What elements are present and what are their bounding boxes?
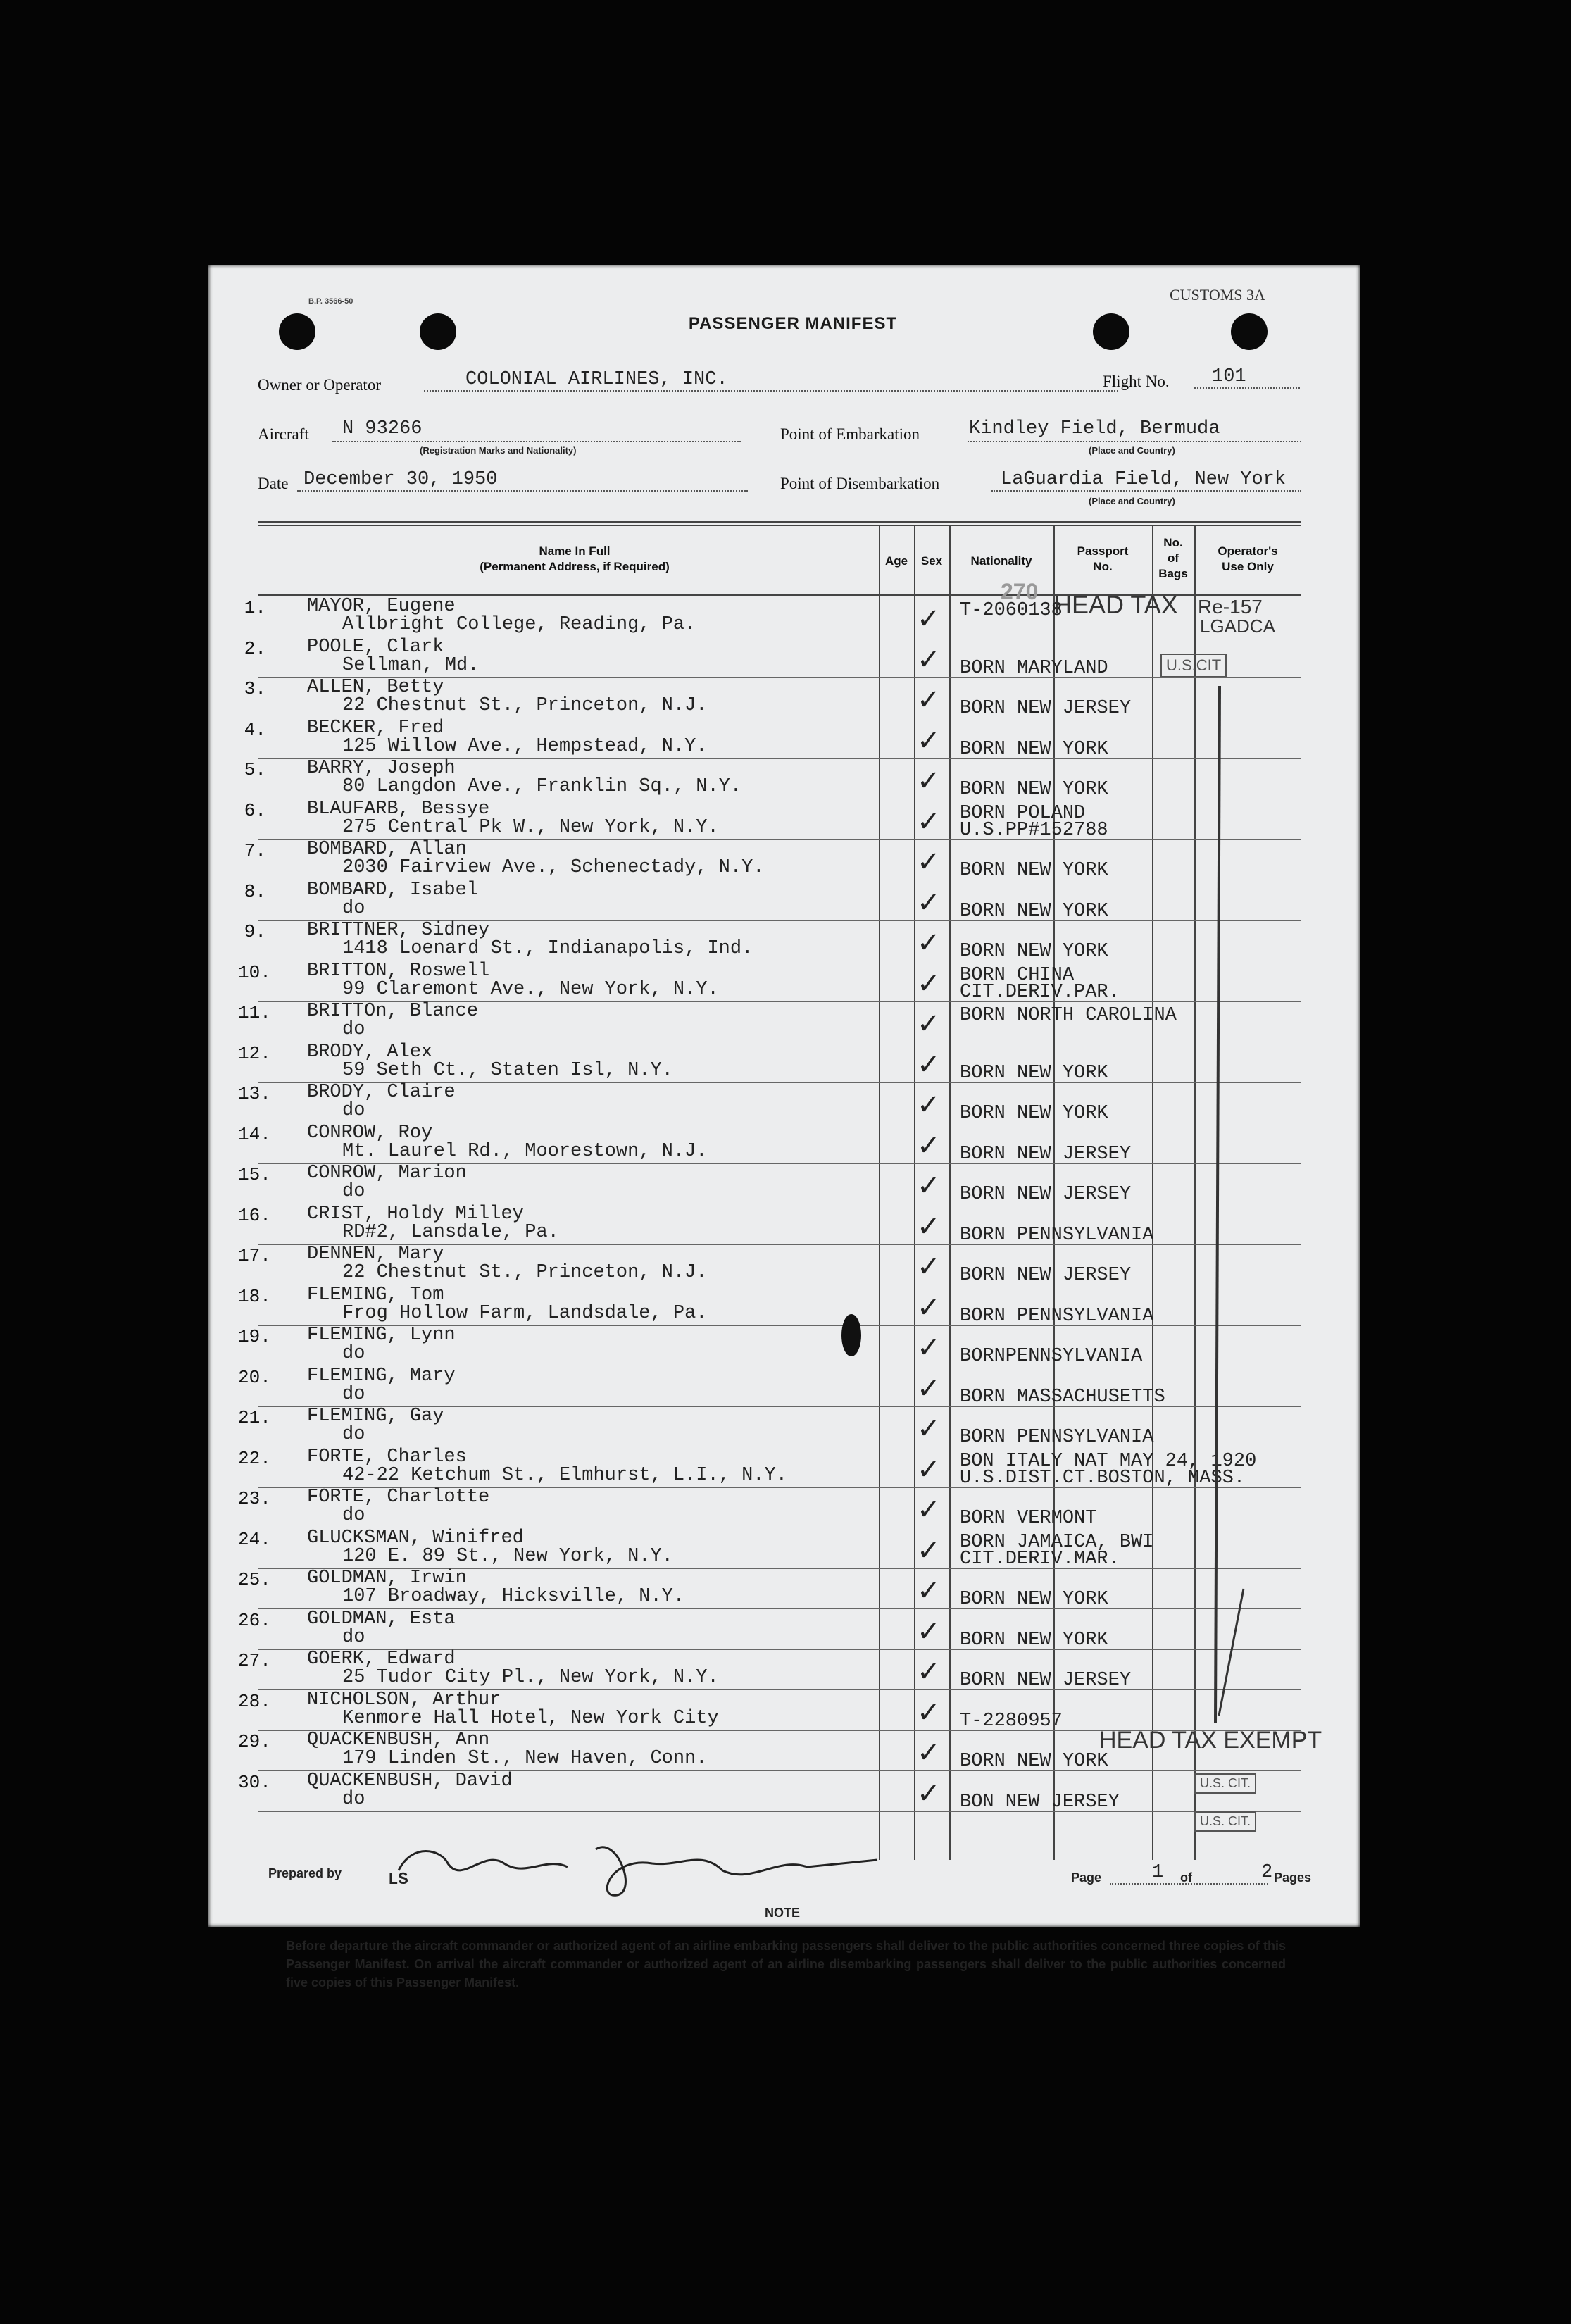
- passenger-nationality-line2: T-2280957: [960, 1710, 1063, 1732]
- passenger-nationality-line2: BON NEW JERSEY: [960, 1791, 1120, 1813]
- passenger-number: 29.: [238, 1731, 271, 1752]
- check-mark-icon: ✓: [917, 1535, 941, 1566]
- passenger-number: 5.: [244, 759, 266, 780]
- check-mark-icon: ✓: [917, 1778, 941, 1809]
- passenger-name: FLEMING, Gay: [307, 1406, 444, 1427]
- aircraft-sublabel: (Registration Marks and Nationality): [420, 445, 577, 456]
- aircraft-label: Aircraft: [258, 425, 309, 443]
- passenger-address: 99 Claremont Ave., New York, N.Y.: [342, 978, 719, 1000]
- passenger-nationality-line1: BON ITALY NAT MAY 24, 1920: [960, 1450, 1257, 1472]
- embarkation-value: Kindley Field, Bermuda: [969, 418, 1220, 439]
- check-mark-icon: ✓: [917, 1697, 941, 1728]
- passenger-number: 26.: [238, 1609, 271, 1631]
- passenger-number: 20.: [238, 1366, 271, 1388]
- passenger-name: GOERK, Edward: [307, 1649, 456, 1670]
- passenger-number: 10.: [238, 961, 271, 983]
- us-citizen-stamp-29: U.S. CIT.: [1194, 1773, 1256, 1794]
- column-header-operator: Operator's Use Only: [1218, 544, 1278, 573]
- passenger-name: FLEMING, Mary: [307, 1365, 456, 1387]
- passenger-address: do: [342, 1019, 365, 1040]
- passenger-name: BECKER, Fred: [307, 717, 444, 739]
- passenger-name: BLAUFARB, Bessye: [307, 798, 490, 820]
- passenger-nationality-line2: BORN NEW JERSEY: [960, 1670, 1132, 1691]
- passenger-number: 6.: [244, 799, 266, 821]
- check-mark-icon: ✓: [917, 806, 941, 837]
- passenger-address: do: [342, 1383, 365, 1405]
- passenger-number: 25.: [238, 1569, 271, 1590]
- pages-value: 2: [1261, 1862, 1273, 1883]
- check-mark-icon: ✓: [917, 1373, 941, 1404]
- passenger-address: 42-22 Ketchum St., Elmhurst, L.I., N.Y.: [342, 1464, 787, 1486]
- passenger-address: 80 Langdon Ave., Franklin Sq., N.Y.: [342, 776, 742, 797]
- passenger-nationality-line2: BORN VERMONT: [960, 1508, 1097, 1529]
- passenger-name: BRITTOn, Blance: [307, 1001, 479, 1022]
- passenger-name: BOMBARD, Isabel: [307, 879, 479, 901]
- check-mark-icon: ✓: [917, 1737, 941, 1768]
- disembarkation-sublabel: (Place and Country): [1089, 496, 1175, 506]
- check-mark-icon: ✓: [917, 1130, 941, 1161]
- column-header-bags: No. of Bags: [1158, 536, 1188, 580]
- passenger-number: 12.: [238, 1042, 271, 1064]
- head-tax-number-stamp: Re-157: [1198, 596, 1263, 618]
- passenger-nationality-line2: BORN NEW YORK: [960, 900, 1108, 922]
- passenger-address: 22 Chestnut St., Princeton, N.J.: [342, 1262, 708, 1283]
- passenger-name: BRODY, Alex: [307, 1041, 433, 1063]
- passenger-nationality-line1: BORN JAMAICA, BWI: [960, 1531, 1154, 1553]
- passenger-address: do: [342, 1343, 365, 1364]
- passenger-number: 30.: [238, 1771, 271, 1793]
- check-mark-icon: ✓: [917, 887, 941, 918]
- passenger-nationality-line2: CIT.DERIV.PAR.: [960, 981, 1120, 1003]
- passenger-nationality-line2: U.S.DIST.CT.BOSTON, MASS.: [960, 1467, 1246, 1489]
- passenger-name: DENNEN, Mary: [307, 1244, 444, 1265]
- form-title: PASSENGER MANIFEST: [688, 314, 898, 333]
- embarkation-sublabel: (Place and Country): [1089, 445, 1175, 456]
- page-label: Page: [1071, 1870, 1102, 1885]
- passenger-nationality-line2: CIT.DERIV.MAR.: [960, 1548, 1120, 1570]
- passenger-address: 107 Broadway, Hicksville, N.Y.: [342, 1586, 685, 1607]
- aircraft-value: N 93266: [342, 418, 423, 439]
- of-label: of: [1180, 1870, 1192, 1885]
- lgadca-stamp: LGADCA: [1200, 616, 1275, 637]
- column-header-name: Name In Full (Permanent Address, if Required): [480, 544, 670, 573]
- passenger-name: CONROW, Marion: [307, 1163, 467, 1184]
- passenger-address: 179 Linden St., New Haven, Conn.: [342, 1748, 708, 1769]
- head-tax-exempt-stamp: HEAD TAX EXEMPT: [1099, 1727, 1322, 1754]
- note-text: Before departure the aircraft commander or authorized agent of an airline embarking passengers shall deliver to the public authorities concerned three copies of this Passenger Manifest. On arrival the aircraft commander or authorized agent of an airline disembarking passengers shall deliver to the public authorities concerned five copies of this Passenger Manifest.: [286, 1939, 1286, 1989]
- passenger-address: 275 Central Pk W., New York, N.Y.: [342, 816, 719, 838]
- passenger-address: do: [342, 1505, 365, 1526]
- signature-mark: [384, 1828, 948, 1906]
- passenger-address: 125 Willow Ave., Hempstead, N.Y.: [342, 735, 708, 757]
- passenger-name: POOLE, Clark: [307, 636, 444, 658]
- passenger-name: ALLEN, Betty: [307, 677, 444, 698]
- passenger-nationality-line2: BORN MARYLAND: [960, 657, 1108, 679]
- check-mark-icon: ✓: [917, 1575, 941, 1606]
- passenger-nationality-line1: BORN CHINA: [960, 964, 1075, 986]
- passenger-name: QUACKENBUSH, David: [307, 1770, 513, 1792]
- passenger-nationality-line2: BORN NEW JERSEY: [960, 1265, 1132, 1286]
- passenger-number: 28.: [238, 1690, 271, 1712]
- manifest-page: [208, 265, 1360, 1989]
- column-header-sex: Sex: [920, 554, 943, 568]
- passenger-name: QUACKENBUSH, Ann: [307, 1730, 490, 1751]
- check-mark-icon: ✓: [917, 1170, 941, 1201]
- passenger-nationality-line2: BORN NEW JERSEY: [960, 698, 1132, 719]
- passenger-number: 24.: [238, 1528, 271, 1550]
- passenger-address: do: [342, 1424, 365, 1445]
- check-mark-icon: ✓: [917, 1089, 941, 1120]
- us-citizen-stamp-30: U.S. CIT.: [1194, 1811, 1256, 1832]
- disembarkation-value: LaGuardia Field, New York: [1001, 469, 1287, 490]
- head-tax-stamp: HEAD TAX: [1053, 590, 1178, 619]
- pages-label: Pages: [1274, 1870, 1312, 1885]
- check-mark-icon: ✓: [917, 1211, 941, 1242]
- passenger-name: FLEMING, Lynn: [307, 1325, 456, 1346]
- passenger-number: 16.: [238, 1204, 271, 1226]
- passenger-nationality-line2: BORN MASSACHUSETTS: [960, 1386, 1165, 1408]
- passenger-address: 2030 Fairview Ave., Schenectady, N.Y.: [342, 857, 765, 878]
- passenger-nationality-line2: BORN PENNSYLVANIA: [960, 1305, 1154, 1327]
- passenger-nationality-line2: BORN NEW JERSEY: [960, 1143, 1132, 1165]
- passenger-address: 22 Chestnut St., Princeton, N.J.: [342, 695, 708, 716]
- passenger-number: 4.: [244, 718, 266, 740]
- page-value: 1: [1152, 1862, 1164, 1883]
- column-header-passport: Passport No.: [1077, 544, 1129, 573]
- passenger-name: BRITTNER, Sidney: [307, 920, 490, 941]
- passenger-address: do: [342, 897, 365, 919]
- passenger-nationality-line2: BORNPENNSYLVANIA: [960, 1346, 1143, 1367]
- passenger-name: BRITTON, Roswell: [307, 960, 490, 982]
- passenger-number: 11.: [238, 1002, 271, 1023]
- passenger-name: BOMBARD, Allan: [307, 839, 467, 860]
- passenger-address: do: [342, 1788, 365, 1810]
- passenger-address: 1418 Loenard St., Indianapolis, Ind.: [342, 938, 753, 959]
- passenger-nationality-line2: BORN NEW YORK: [960, 1751, 1108, 1772]
- passenger-number: 9.: [244, 921, 266, 942]
- passenger-nationality-line2: BORN NEW YORK: [960, 941, 1108, 962]
- passenger-address: RD#2, Lansdale, Pa.: [342, 1221, 559, 1243]
- passenger-address: Allbright College, Reading, Pa.: [342, 614, 696, 635]
- check-mark-icon: ✓: [917, 1292, 941, 1323]
- passenger-nationality-line2: BORN PENNSYLVANIA: [960, 1427, 1154, 1448]
- date-label: Date: [258, 475, 289, 492]
- passenger-nationality-line2: BORN NEW YORK: [960, 1589, 1108, 1610]
- check-mark-icon: ✓: [917, 927, 941, 958]
- flight-label: Flight No.: [1103, 373, 1170, 390]
- check-mark-icon: ✓: [917, 766, 941, 796]
- passenger-address: do: [342, 1181, 365, 1202]
- passenger-nationality-line1: BORN POLAND: [960, 802, 1086, 824]
- check-mark-icon: ✓: [917, 1616, 941, 1647]
- check-mark-icon: ✓: [917, 1332, 941, 1363]
- passenger-nationality-line2: BORN NEW YORK: [960, 779, 1108, 800]
- owner-label: Owner or Operator: [258, 376, 381, 394]
- passenger-name: BRODY, Claire: [307, 1082, 456, 1103]
- check-mark-icon: ✓: [917, 1049, 941, 1080]
- passenger-name: BARRY, Joseph: [307, 758, 456, 779]
- passenger-number: 8.: [244, 880, 266, 902]
- passenger-number: 19.: [238, 1326, 271, 1347]
- check-mark-icon: ✓: [917, 1454, 941, 1485]
- passenger-number: 27.: [238, 1650, 271, 1671]
- check-mark-icon: ✓: [917, 1008, 941, 1039]
- check-mark-icon: ✓: [917, 644, 941, 675]
- check-mark-icon: ✓: [917, 1494, 941, 1525]
- column-header-age: Age: [884, 554, 908, 568]
- passenger-address: Kenmore Hall Hotel, New York City: [342, 1707, 719, 1729]
- passenger-name: GOLDMAN, Irwin: [307, 1568, 467, 1589]
- passenger-nationality-line1: T-2060138: [960, 600, 1063, 621]
- passenger-address: 120 E. 89 St., New York, N.Y.: [342, 1545, 673, 1567]
- passenger-name: FLEMING, Tom: [307, 1284, 444, 1306]
- check-mark-icon: ✓: [917, 1413, 941, 1444]
- passenger-number: 1.: [244, 597, 266, 618]
- handwritten-marks: [208, 265, 1360, 1927]
- check-mark-icon: ✓: [917, 685, 941, 716]
- check-mark-icon: ✓: [917, 968, 941, 999]
- passenger-nationality-line2: BORN PENNSYLVANIA: [960, 1224, 1154, 1246]
- disembarkation-label: Point of Disembarkation: [780, 475, 940, 492]
- passenger-name: FORTE, Charlotte: [307, 1487, 490, 1508]
- check-mark-icon: ✓: [917, 1251, 941, 1282]
- passenger-nationality-line2: BORN NEW JERSEY: [960, 1184, 1132, 1205]
- passenger-nationality-line1: BORN NORTH CAROLINA: [960, 1005, 1177, 1026]
- flight-value: 101: [1212, 366, 1246, 387]
- passenger-address: do: [342, 1100, 365, 1121]
- passenger-name: CONROW, Roy: [307, 1122, 433, 1144]
- passenger-nationality-line2: BORN NEW YORK: [960, 1062, 1108, 1084]
- passenger-number: 21.: [238, 1407, 271, 1428]
- prepared-by-value: LS: [388, 1870, 408, 1889]
- check-mark-icon: ✓: [917, 1656, 941, 1687]
- passenger-number: 13.: [238, 1083, 271, 1104]
- passenger-nationality-line2: BORN NEW YORK: [960, 1103, 1108, 1124]
- passenger-name: NICHOLSON, Arthur: [307, 1689, 501, 1711]
- customs-form-number: CUSTOMS 3A: [1170, 286, 1265, 304]
- passenger-name: GOLDMAN, Esta: [307, 1608, 456, 1630]
- date-value: December 30, 1950: [303, 469, 498, 490]
- check-mark-icon: ✓: [917, 604, 941, 635]
- passenger-name: FORTE, Charles: [307, 1446, 467, 1468]
- column-header-nationality: Nationality: [970, 554, 1032, 568]
- passenger-nationality-line2: BORN NEW YORK: [960, 860, 1108, 881]
- passenger-number: 15.: [238, 1164, 271, 1185]
- prepared-by-label: Prepared by: [268, 1866, 342, 1880]
- embarkation-label: Point of Embarkation: [780, 425, 920, 443]
- passenger-nationality-line2: BORN NEW YORK: [960, 1629, 1108, 1651]
- passenger-count-stamp: 270: [1001, 579, 1039, 604]
- passenger-address: 25 Tudor City Pl., New York, N.Y.: [342, 1667, 719, 1688]
- owner-value: COLONIAL AIRLINES, INC.: [465, 369, 728, 390]
- passenger-number: 18.: [238, 1285, 271, 1307]
- passenger-number: 23.: [238, 1488, 271, 1509]
- passenger-address: Sellman, Md.: [342, 654, 480, 676]
- passenger-name: CRIST, Holdy Milley: [307, 1203, 524, 1225]
- form-code: B.P. 3566-50: [308, 297, 353, 306]
- passenger-name: GLUCKSMAN, Winifred: [307, 1527, 524, 1549]
- passenger-nationality-line2: BORN NEW YORK: [960, 738, 1108, 760]
- check-mark-icon: ✓: [917, 846, 941, 877]
- us-citizen-stamp: U.S.CIT: [1160, 654, 1227, 677]
- passenger-nationality-line2: U.S.PP#152788: [960, 819, 1108, 841]
- passenger-address: Frog Hollow Farm, Landsdale, Pa.: [342, 1302, 708, 1324]
- passenger-address: 59 Seth Ct., Staten Isl, N.Y.: [342, 1059, 673, 1081]
- check-mark-icon: ✓: [917, 725, 941, 756]
- passenger-number: 7.: [244, 840, 266, 861]
- passenger-number: 3.: [244, 678, 266, 699]
- passenger-number: 14.: [238, 1123, 271, 1145]
- passenger-number: 22.: [238, 1447, 271, 1469]
- passenger-name: MAYOR, Eugene: [307, 596, 456, 617]
- passenger-number: 17.: [238, 1245, 271, 1266]
- passenger-number: 2.: [244, 637, 266, 659]
- passenger-address: Mt. Laurel Rd., Moorestown, N.J.: [342, 1140, 708, 1162]
- passenger-address: do: [342, 1626, 365, 1648]
- note-title: NOTE: [765, 1906, 801, 1920]
